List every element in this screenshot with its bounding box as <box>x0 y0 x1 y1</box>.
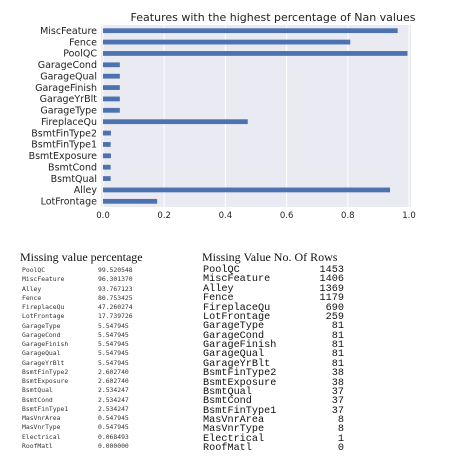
feature-name: BsmtFinType2 <box>203 368 277 380</box>
feature-value: 99.520548 <box>98 266 133 274</box>
category-label: GarageQual <box>40 71 97 83</box>
category-label: LotFrontage <box>40 196 97 208</box>
category-label: GarageFinish <box>35 82 97 94</box>
table-row <box>22 377 172 386</box>
bar-fireplacequ <box>103 119 248 124</box>
feature-value: 17.739726 <box>98 312 133 321</box>
feature-name: PoolQC <box>203 265 240 276</box>
x-tick-label: 1.0 <box>402 211 416 221</box>
feature-value: 81 <box>331 358 344 370</box>
feature-value: 5.547945 <box>98 321 129 330</box>
table-row <box>22 423 172 432</box>
feature-value: 5.547945 <box>98 349 129 358</box>
feature-name: FireplaceQu <box>22 303 65 311</box>
feature-name: Alley <box>203 283 234 295</box>
feature-name: PoolQC <box>22 266 46 274</box>
feature-name: FireplaceQu <box>203 302 271 314</box>
feature-name: GarageCond <box>22 330 61 339</box>
bar-fence <box>103 40 350 45</box>
feature-name: MasVnrType <box>203 424 265 436</box>
feature-name: BsmtFinType1 <box>203 405 277 417</box>
bar-garagecond <box>103 62 120 67</box>
feature-value: 2.602740 <box>98 377 129 385</box>
bar-bsmtcond <box>103 165 111 170</box>
bar-bsmtqual <box>103 176 111 181</box>
table-row <box>22 285 172 294</box>
bar-miscfeature <box>103 28 398 33</box>
feature-value: 2.534247 <box>98 386 129 395</box>
feature-name: Electrical <box>22 432 61 441</box>
feature-value: 93.767123 <box>98 284 133 293</box>
feature-name: Alley <box>22 284 42 293</box>
nan-percentage-bar-chart <box>0 0 474 230</box>
feature-name: MasVnrArea <box>203 415 265 426</box>
table-row <box>22 386 172 395</box>
feature-name: RoofMatl <box>203 443 252 455</box>
table-row <box>22 340 172 349</box>
category-label: GarageType <box>40 105 97 117</box>
category-label: Fence <box>69 37 97 49</box>
chart-title: Features with the highest percentage of Nan values <box>130 11 416 24</box>
feature-value: 2.534247 <box>98 404 129 413</box>
feature-value: 1179 <box>319 293 344 305</box>
feature-name: BsmtExposure <box>22 377 69 385</box>
bar-alley <box>103 188 390 193</box>
x-tick-labels <box>96 211 416 221</box>
feature-value: 1453 <box>319 265 344 276</box>
table-row <box>22 294 172 303</box>
feature-value: 2.534247 <box>98 395 129 404</box>
feature-value: 80.753425 <box>98 293 133 302</box>
feature-value: 81 <box>331 340 344 351</box>
feature-name: GarageFinish <box>203 340 277 351</box>
x-tick-label: 0.6 <box>279 211 294 221</box>
table-row <box>22 433 172 442</box>
category-label: BsmtFinType1 <box>31 139 97 151</box>
feature-name: GarageQual <box>203 349 265 361</box>
category-label: GarageCond <box>37 60 97 72</box>
feature-value: 1369 <box>319 283 344 295</box>
category-label: BsmtExposure <box>28 151 97 163</box>
feature-name: GarageType <box>203 321 265 333</box>
bar-bsmtexposure <box>103 153 111 158</box>
bar-bsmtfintype1 <box>103 142 111 147</box>
x-tick-label: 0.2 <box>157 211 171 221</box>
feature-value: 690 <box>325 302 344 314</box>
category-label: GarageYrBlt <box>39 94 97 106</box>
table-row <box>22 396 172 405</box>
feature-name: BsmtFinType2 <box>22 367 69 376</box>
table-row <box>203 444 348 453</box>
missing-rows-table <box>203 265 348 455</box>
feature-value: 8 <box>337 424 344 436</box>
feature-name: MasVnrType <box>22 423 61 432</box>
feature-value: 81 <box>331 349 344 361</box>
feature-name: MasVnrArea <box>22 414 61 422</box>
category-label: Alley <box>73 185 97 197</box>
feature-name: Fence <box>22 293 42 302</box>
feature-name: BsmtQual <box>203 386 252 398</box>
feature-name: GarageCond <box>203 330 265 342</box>
feature-value: 37 <box>331 386 344 398</box>
feature-name: BsmtCond <box>22 395 53 404</box>
table-row <box>22 312 172 321</box>
x-tick-label: 0.8 <box>341 211 355 221</box>
feature-value: 38 <box>331 368 344 380</box>
feature-value: 2.602740 <box>98 367 129 376</box>
feature-name: BsmtExposure <box>203 377 277 389</box>
feature-value: 0.000000 <box>98 441 129 450</box>
category-label: BsmtCond <box>48 162 97 174</box>
feature-value: 5.547945 <box>98 330 129 339</box>
x-tick-label: 0.0 <box>96 211 110 221</box>
table-row <box>22 275 172 284</box>
bar-garagequal <box>103 74 120 79</box>
table-row <box>22 414 172 423</box>
feature-value: 37 <box>331 396 344 408</box>
table-row <box>22 405 172 414</box>
feature-value: 0 <box>337 443 344 455</box>
feature-name: MiscFeature <box>22 275 65 284</box>
table-row <box>22 349 172 358</box>
feature-value: 5.547945 <box>98 340 129 348</box>
table-row <box>22 266 172 275</box>
category-label: PoolQC <box>63 48 97 60</box>
feature-name: LotFrontage <box>203 311 271 323</box>
feature-value: 0.547945 <box>98 414 129 422</box>
feature-name: GarageType <box>22 321 61 330</box>
feature-name: BsmtCond <box>203 396 252 408</box>
feature-name: GarageFinish <box>22 340 69 348</box>
bar-bsmtfintype2 <box>103 131 111 136</box>
feature-value: 38 <box>331 377 344 389</box>
feature-name: MiscFeature <box>203 274 271 286</box>
table-row <box>22 331 172 340</box>
x-tick-label: 0.4 <box>218 211 233 221</box>
table-row <box>22 322 172 331</box>
feature-name: GarageQual <box>22 349 61 358</box>
bar-garagefinish <box>103 85 120 90</box>
table-row <box>22 442 172 451</box>
category-label: BsmtFinType2 <box>31 128 97 140</box>
feature-value: 37 <box>331 405 344 417</box>
table-row <box>22 359 172 368</box>
feature-value: 5.547945 <box>98 358 129 367</box>
category-label: BsmtQual <box>50 173 97 185</box>
missing-rows-heading: Missing Value No. Of Rows <box>202 250 338 264</box>
table-row <box>22 368 172 377</box>
bar-garagetype <box>103 108 120 113</box>
feature-value: 0.068493 <box>98 432 129 441</box>
feature-name: GarageYrBlt <box>22 358 65 367</box>
feature-value: 96.301370 <box>98 275 133 284</box>
feature-value: 0.547945 <box>98 423 129 432</box>
feature-name: LotFrontage <box>22 312 65 321</box>
bar-lotfrontage <box>103 199 157 204</box>
feature-name: RoofMatl <box>22 441 53 450</box>
feature-name: GarageYrBlt <box>203 358 271 370</box>
feature-value: 81 <box>331 321 344 333</box>
bar-poolqc <box>103 51 407 56</box>
bar-garageyrblt <box>103 97 120 102</box>
missing-percentage-heading: Missing value percentage <box>20 250 143 264</box>
feature-value: 1 <box>337 433 344 445</box>
category-label: MiscFeature <box>40 25 97 37</box>
feature-value: 47.260274 <box>98 303 133 311</box>
feature-name: BsmtFinType1 <box>22 404 69 413</box>
feature-value: 81 <box>331 330 344 342</box>
feature-name: Fence <box>203 293 234 305</box>
feature-value: 259 <box>325 311 344 323</box>
feature-value: 8 <box>337 415 344 426</box>
category-labels <box>29 26 98 208</box>
feature-name: BsmtQual <box>22 386 53 395</box>
feature-value: 1406 <box>319 274 344 286</box>
table-row <box>22 303 172 312</box>
feature-name: Electrical <box>203 433 265 445</box>
missing-percentage-table <box>22 266 172 450</box>
category-label: FireplaceQu <box>40 116 97 128</box>
